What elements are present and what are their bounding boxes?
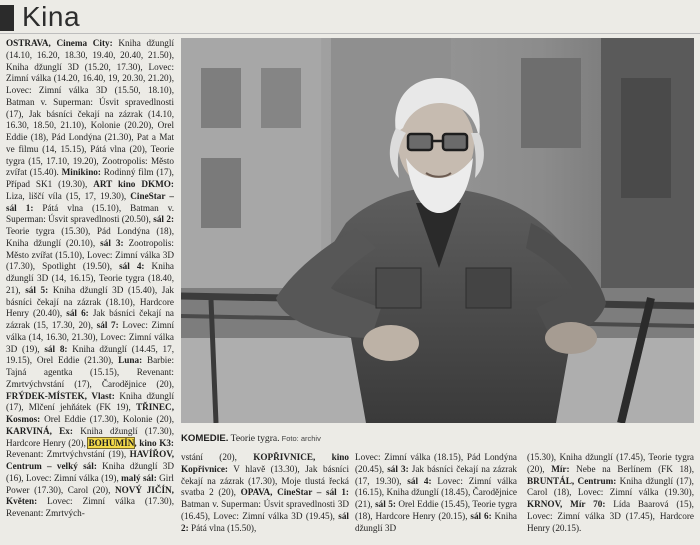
listings-column-bottom-3 <box>527 452 694 544</box>
venue-label: sál 6: <box>470 510 492 521</box>
venue-label: CineStar – sál 1: <box>6 190 174 213</box>
photo-caption <box>181 433 694 445</box>
venue-label: sál 3: <box>387 463 409 474</box>
venue-label: FRÝDEK-MÍSTEK, Vlast: <box>6 390 115 401</box>
showtimes-text: Pátá vlna (15.50), <box>188 522 257 533</box>
showtimes-text: Zootropolis: Město zvířat (15.10), Lovec: Zimní válka 3D (17.30), Spotlight (19.50), <box>6 237 174 272</box>
showtimes-text: Lovec: Zimní válka (17.30), Revenant: Zmrtvých- <box>6 496 174 518</box>
listings-column-left <box>6 38 174 542</box>
venue-label: TŘINEC, Kosmos: <box>6 402 174 424</box>
showtimes-text: Pátá vlna (15.10), Batman v. Superman: Úsvit spravedlnosti (20.50), <box>6 202 174 225</box>
venue-label: Luna: <box>118 355 143 366</box>
caption-lead: KOMEDIE. <box>181 433 229 444</box>
showtimes-text: Liza, liščí víla (15, 17, 19.30), <box>6 190 131 201</box>
showtimes-text: Kniha džunglí 3D (16), Lovec: Zimní válka (19), <box>6 461 174 483</box>
venue-label: sál 8: <box>44 343 68 354</box>
venue-label: , kino K3: <box>134 437 174 448</box>
showtimes-text: Jak básníci čekají na zázrak (17, 19.30), <box>355 463 517 486</box>
showtimes-text: Teorie tygra (15.30), Pád Londýna (18), Kniha džunglí (20.10), <box>6 226 174 248</box>
venue-label: BRUNTÁL, Centrum: <box>527 475 617 486</box>
venue-label: NOVÝ JIČÍN, Květen: <box>6 484 174 507</box>
venue-label: sál 6: <box>66 308 89 319</box>
showtimes-text: Nebe na Berlínem (FK 18), <box>569 463 694 474</box>
listings-column-bottom-1 <box>181 452 349 544</box>
photo-credit: Foto: archiv <box>279 434 321 443</box>
showtimes-text: Rodinný film (17), Případ SK1 (19.30), <box>6 167 174 189</box>
showtimes-text: Lovec: Zimní válka (16.15), Kniha džunglí (18.45), Čarodějnice (21), <box>355 475 517 509</box>
showtimes-text: Orel Eddie (15.45), Teorie tygra (18), Hardcore Henry (20.15), <box>355 499 517 521</box>
venue-label: sál 7: <box>96 320 119 330</box>
venue-label: sál 2: <box>153 214 174 225</box>
venue-label: KARVINÁ, Ex: <box>6 425 73 436</box>
showtimes-text: Lovec: Zimní válka (14, 16.30, 21.30), Lovec: Zimní válka 3D (19), <box>6 320 174 354</box>
venue-label: OSTRAVA, Cinema City: <box>6 38 113 48</box>
showtimes-text: V hlavě (13.30), Jak básníci čekají na zázrak (17.30), Moje tlustá řecká svatba 2 (20), <box>181 463 349 498</box>
showtimes-text: Kniha džunglí 3D (14, 16.15), Teorie tygra (18.40, 21), <box>6 261 174 295</box>
showtimes-text: Orel Eddie (17.30), Kolonie (20), <box>40 414 174 424</box>
venue-label: malý sál: <box>121 472 157 483</box>
venue-label: KRNOV, Mír 70: <box>527 499 606 509</box>
showtimes-text: Lovec: Zimní válka (18.15), Pád Londýna (20.45), <box>355 452 517 474</box>
venue-label: sál 3: <box>100 237 124 248</box>
showtimes-text: Kniha džunglí (14.45, 17, 19.15), Orel Eddie (21.30), <box>6 343 174 366</box>
venue-label: Minikino: <box>61 167 101 178</box>
venue-label: Mír: <box>551 463 570 474</box>
venue-label: HAVÍŘOV, Centrum – velký sál: <box>6 449 174 471</box>
venue-label: sál 5: <box>25 284 49 295</box>
photo-man-leaning-on-railing <box>181 38 694 423</box>
highlighted-town: BOHUMÍN <box>88 437 135 448</box>
venue-label: KOPŘIVNICE, kino Kopřivnice: <box>181 452 349 474</box>
showtimes-text: Kniha džunglí (17.30), Hardcore Henry (20), <box>6 425 174 448</box>
showtimes-text: Girl Power (17.30), Carol (20), <box>6 472 174 495</box>
showtimes-text: Lída Baarová (15), Lovec: Zimní válka 3D (17.45), Hardcore Henry (20.15). <box>527 499 694 533</box>
venue-label: sál 2: <box>181 510 349 533</box>
article-photo <box>181 38 694 423</box>
showtimes-text: Revenant: Zmrtvýchvstání (19), <box>6 449 130 460</box>
header-accent-bar <box>0 5 14 31</box>
venue-label: sál 4: <box>407 475 432 486</box>
venue-label: sál 5: <box>375 499 396 509</box>
showtimes-text: Barbie: Tajná agentka (15.15), Revenant: Zmrtvýchvstání (17), Čarodějnice (20), <box>6 355 174 389</box>
listings-column-bottom-2 <box>355 452 517 544</box>
showtimes-text: Jak básníci čekají na zázrak (15, 17.30, 20), <box>6 308 174 330</box>
showtimes-text: Kniha džunglí (14.10, 16.20, 18.30, 19.40, 20.40, 21.50), Kniha džunglí 3D (15.20, 17.30), Lovec: Zimní válka (14.20, 16.40, 19, 20.30, 21.20), Lovec: Zimní válka 3D (15.50, 18.10), Batman v. Superman: Úsvit spravedlnosti (17), Jak básníci čekají na zázrak (14.10, 16.30, 18.50, 21.10), Kolonie (20.20), Orel Eddie (18), Pád Londýna (21.30), Pat a Mat ve filmu (14, 15.15), Pátá vlna (20), Teorie tygra (15, 17.10, 19.20), Zootropolis: Město zvířat (15.40). <box>6 38 174 178</box>
section-header <box>0 0 700 34</box>
showtimes-text: Kniha džunglí 3D (15.40), Jak básníci čekají na zázrak (18.10), Hardcore Henry (20.40), <box>6 284 174 319</box>
showtimes-text: vstání (20), <box>181 452 254 462</box>
showtimes-text: (15.30), Kniha džunglí (17.45), Teorie tygra (20), <box>527 452 694 474</box>
header-divider <box>0 33 700 34</box>
showtimes-text: Kniha džunglí (17), Carol (18), Lovec: Zimní válka (19.30), <box>527 475 694 498</box>
showtimes-text: Batman v. Superman: Úsvit spravedlnosti 3D (16.45), Lovec: Zimní válka 3D (19.45), <box>181 499 349 521</box>
section-title: Kina <box>22 1 81 32</box>
showtimes-text: Kniha džunglí (17), Mlčení jehňátek (FK 19), <box>6 390 174 413</box>
caption-text: Teorie tygra. <box>228 433 280 444</box>
venue-label: ART kino DKMO: <box>93 179 174 189</box>
showtimes-text: Kniha džunglí 3D <box>355 510 517 533</box>
venue-label: OPAVA, CineStar – sál 1: <box>240 487 349 498</box>
venue-label: sál 4: <box>119 261 145 272</box>
